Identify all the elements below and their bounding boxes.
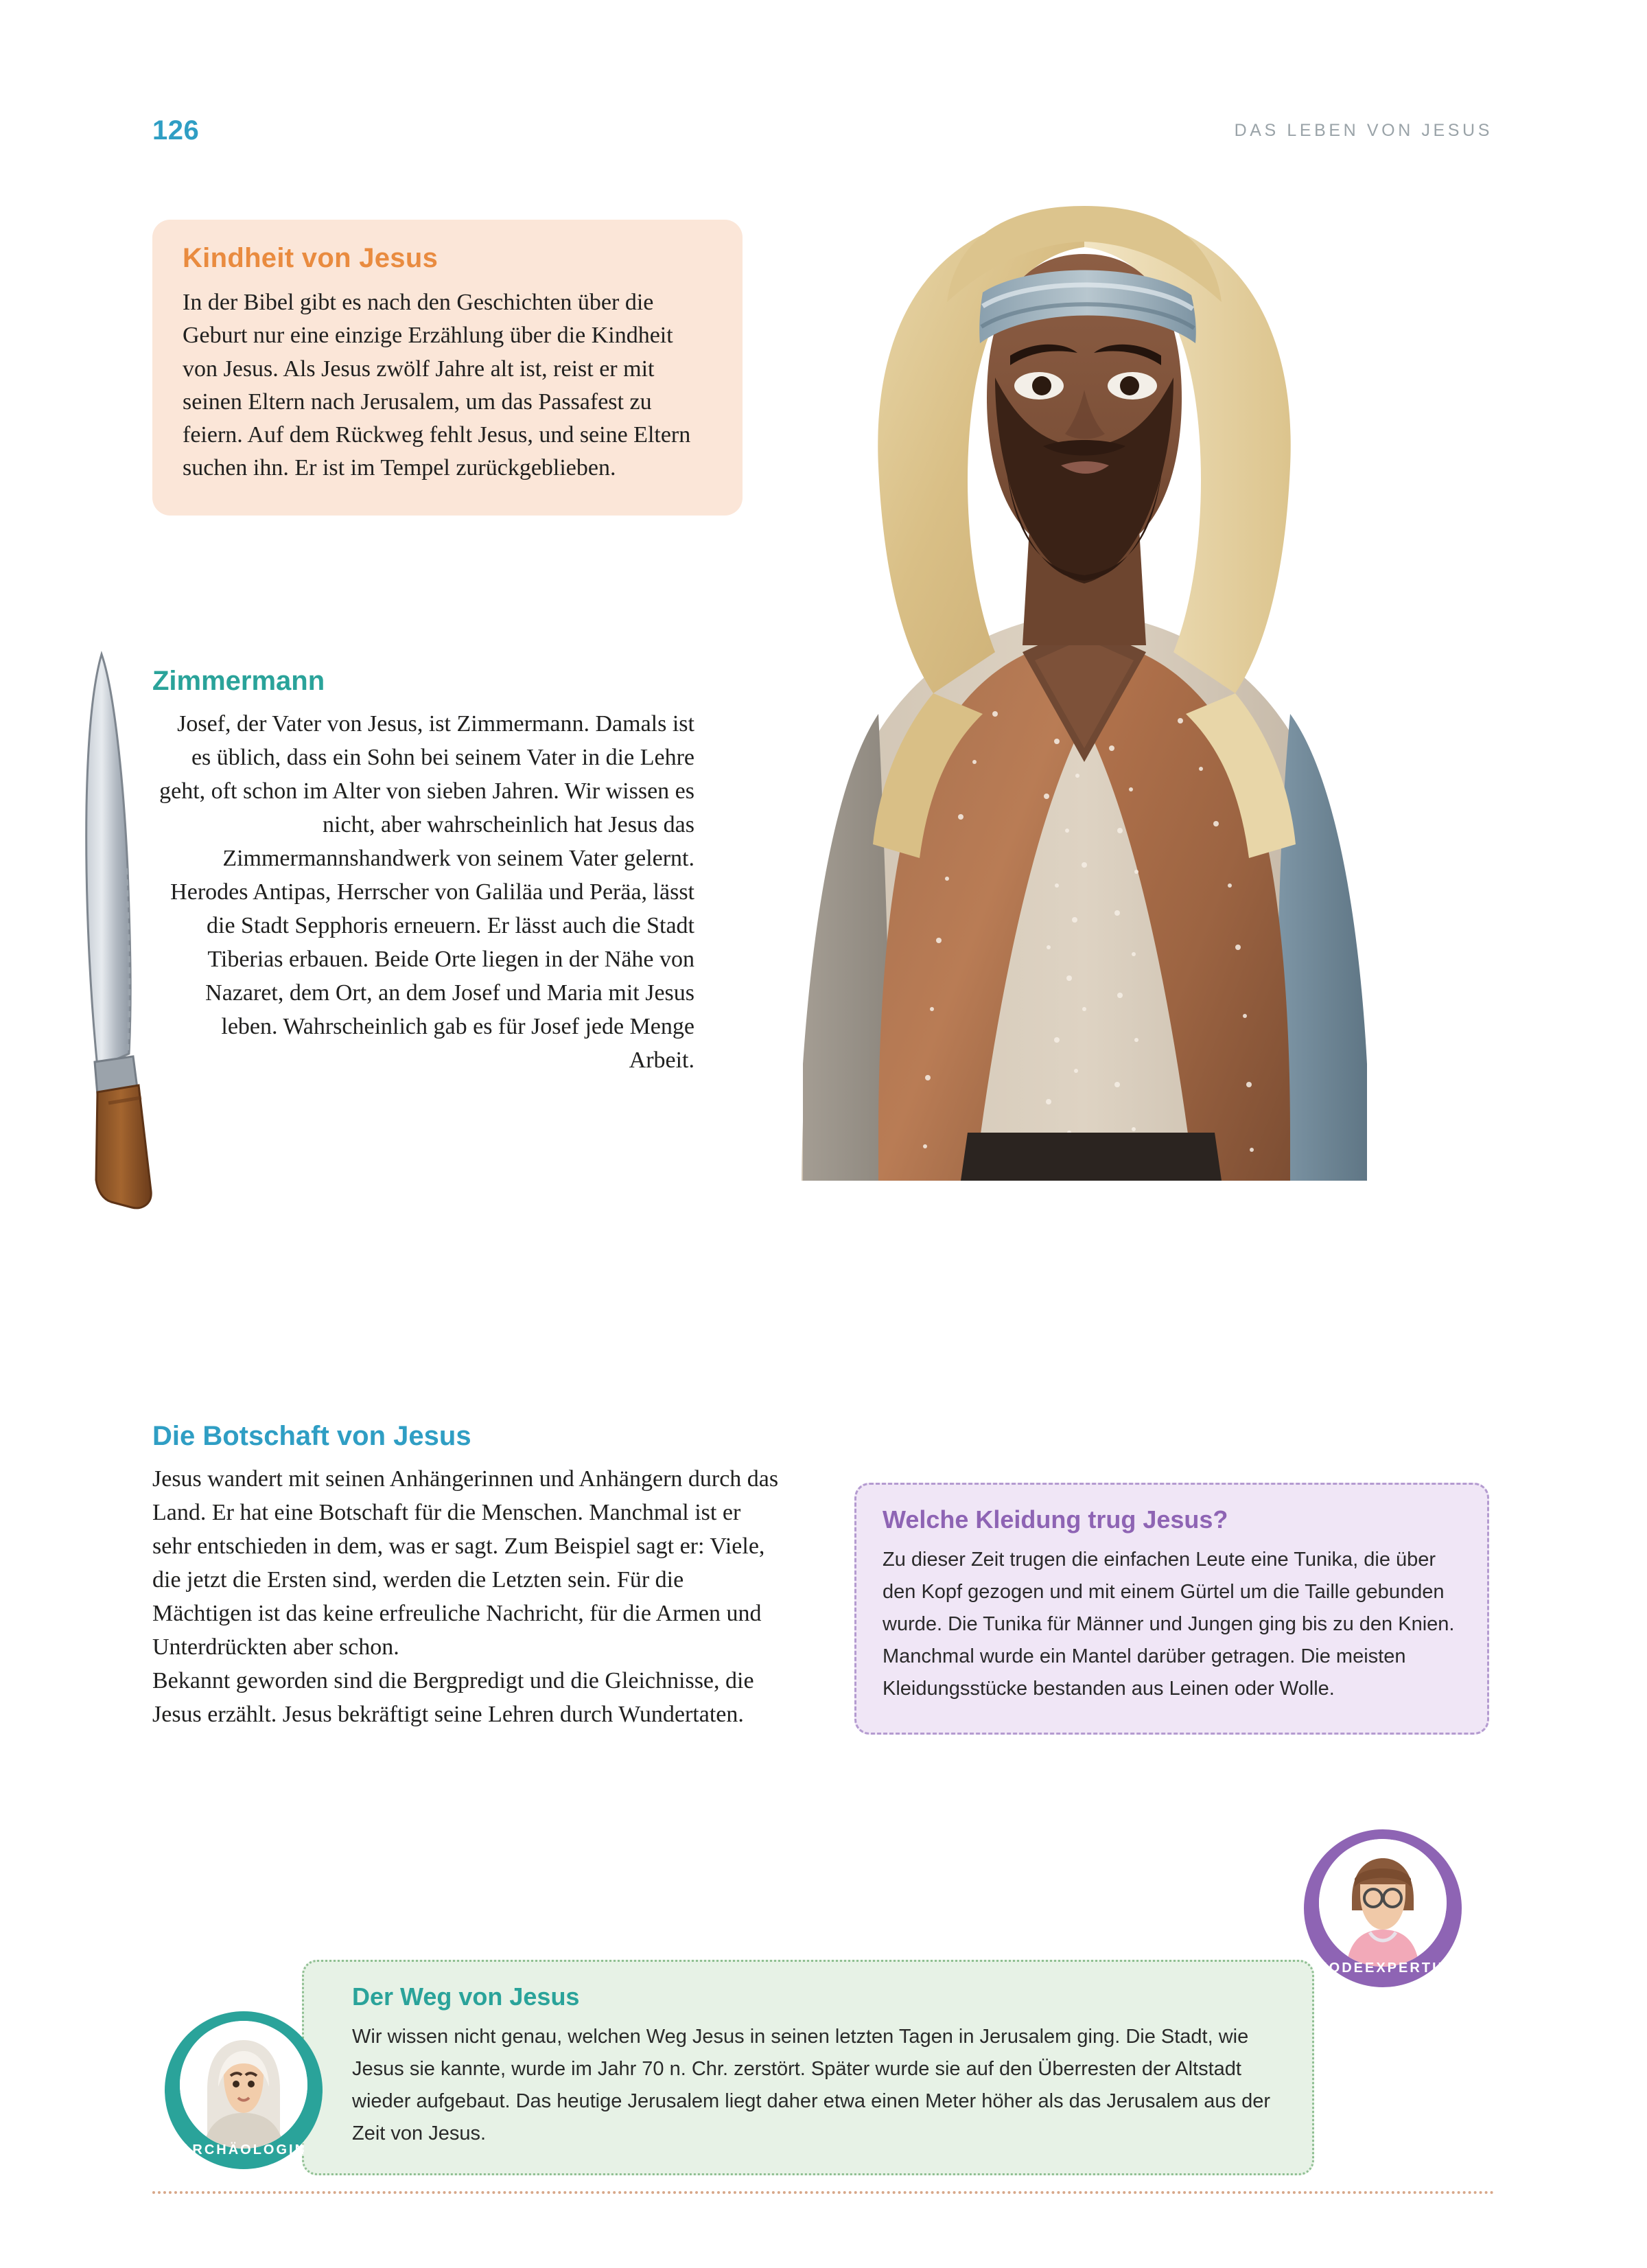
jesus-portrait-illustration — [673, 172, 1496, 1400]
botschaft-title: Die Botschaft von Jesus — [152, 1421, 471, 1451]
badge-modeexpertin — [1304, 1829, 1462, 1987]
callout-kleidung — [854, 1483, 1489, 1735]
callout-kindheit — [152, 220, 743, 516]
footer-divider — [152, 2191, 1495, 2194]
weg-body: Wir wissen nicht genau, welchen Weg Jesus in seinen letzten Tagen in Jerusalem ging. Die Stadt, wie Jesus sie kannte, wurde im Jahr 70 n. Chr. zerstört. Später wurde sie auf den Überresten der Altstadt wieder aufgebaut. Das heutige Jerusalem liegt daher etwa einen Meter höher als das Jerusalem aus der Zeit von Jesus. — [352, 2026, 1270, 2144]
running-head: DAS LEBEN VON JESUS — [1234, 121, 1493, 140]
zimmermann-title: Zimmermann — [152, 666, 325, 696]
zimmermann-body: Josef, der Vater von Jesus, ist Zimmermann. Damals ist es üblich, dass ein Sohn bei seinem Vater in die Lehre geht, oft schon im Alter von sieben Jahren. Wir wissen es nicht, aber wahrscheinlich hat Jesus das Zimmermannshandwerk von seinem Vater gelernt. Herodes Antipas, Herrscher von Galiläa und Peräa, lässt die Stadt Sepphoris erneuern. Er lässt auch die Stadt Tiberias erbauen. Beide Orte liegen in der Nähe von Nazaret, dem Ort, an dem Josef und Maria mit Jesus leben. Wahrscheinlich gab es für Josef jede Menge Arbeit. — [159, 711, 694, 1073]
botschaft-body-2: Bekannt geworden sind die Bergpredigt und die Gleichnisse, die Jesus erzählt. Jesus bekräftigt seine Lehren durch Wundertaten. — [152, 1667, 754, 1727]
badge-avatar — [1319, 1839, 1447, 1967]
badge-archaeologin-label: ARCHÄOLOGIN — [180, 2142, 307, 2157]
botschaft-body-1: Jesus wandert mit seinen Anhängerinnen und Anhängern durch das Land. Er hat eine Botschaft für die Menschen. Manchmal ist er sehr entschieden in dem, was er sagt. Zum Beispiel sagt er: Viele, die jetzt die Ersten sind, werden die Letzten sein. Für die Mächtigen ist das keine erfreuliche Nachricht, für die Armen und Unterdrückten aber schon. — [152, 1466, 779, 1660]
badge-modeexpertin-label: MODEEXPERTIN — [1315, 1960, 1451, 1976]
weg-title: Der Weg von Jesus — [352, 1982, 580, 2011]
callout-weg — [302, 1960, 1314, 2175]
kindheit-title: Kindheit von Jesus — [183, 243, 439, 273]
kindheit-body: In der Bibel gibt es nach den Geschichten über die Geburt nur eine einzige Erzählung über die Kindheit von Jesus. Als Jesus zwölf Jahre alt ist, reist er mit seinen Eltern nach Jerusalem, um das Passafest zu feiern. Auf dem Rückweg fehlt Jesus, und seine Eltern suchen ihn. Er ist im Tempel zurückgeblieben. — [183, 290, 691, 481]
section-botschaft — [152, 1421, 784, 1732]
kleidung-title: Welche Kleidung trug Jesus? — [883, 1505, 1228, 1534]
kleidung-body: Zu dieser Zeit trugen die einfachen Leute eine Tunika, die über den Kopf gezogen und mit einem Gürtel um die Taille gebunden wurde. Die Tunika für Männer und Jungen ging bis zu den Knien. Manchmal wurde ein Mantel darüber getragen. Die meisten Kleidungsstücke bestanden aus Leinen oder Wolle. — [883, 1549, 1455, 1700]
page-number: 126 — [152, 115, 200, 146]
badge-archaeologin — [165, 2011, 323, 2169]
section-zimmermann — [152, 666, 694, 1077]
badge-avatar — [180, 2021, 307, 2149]
